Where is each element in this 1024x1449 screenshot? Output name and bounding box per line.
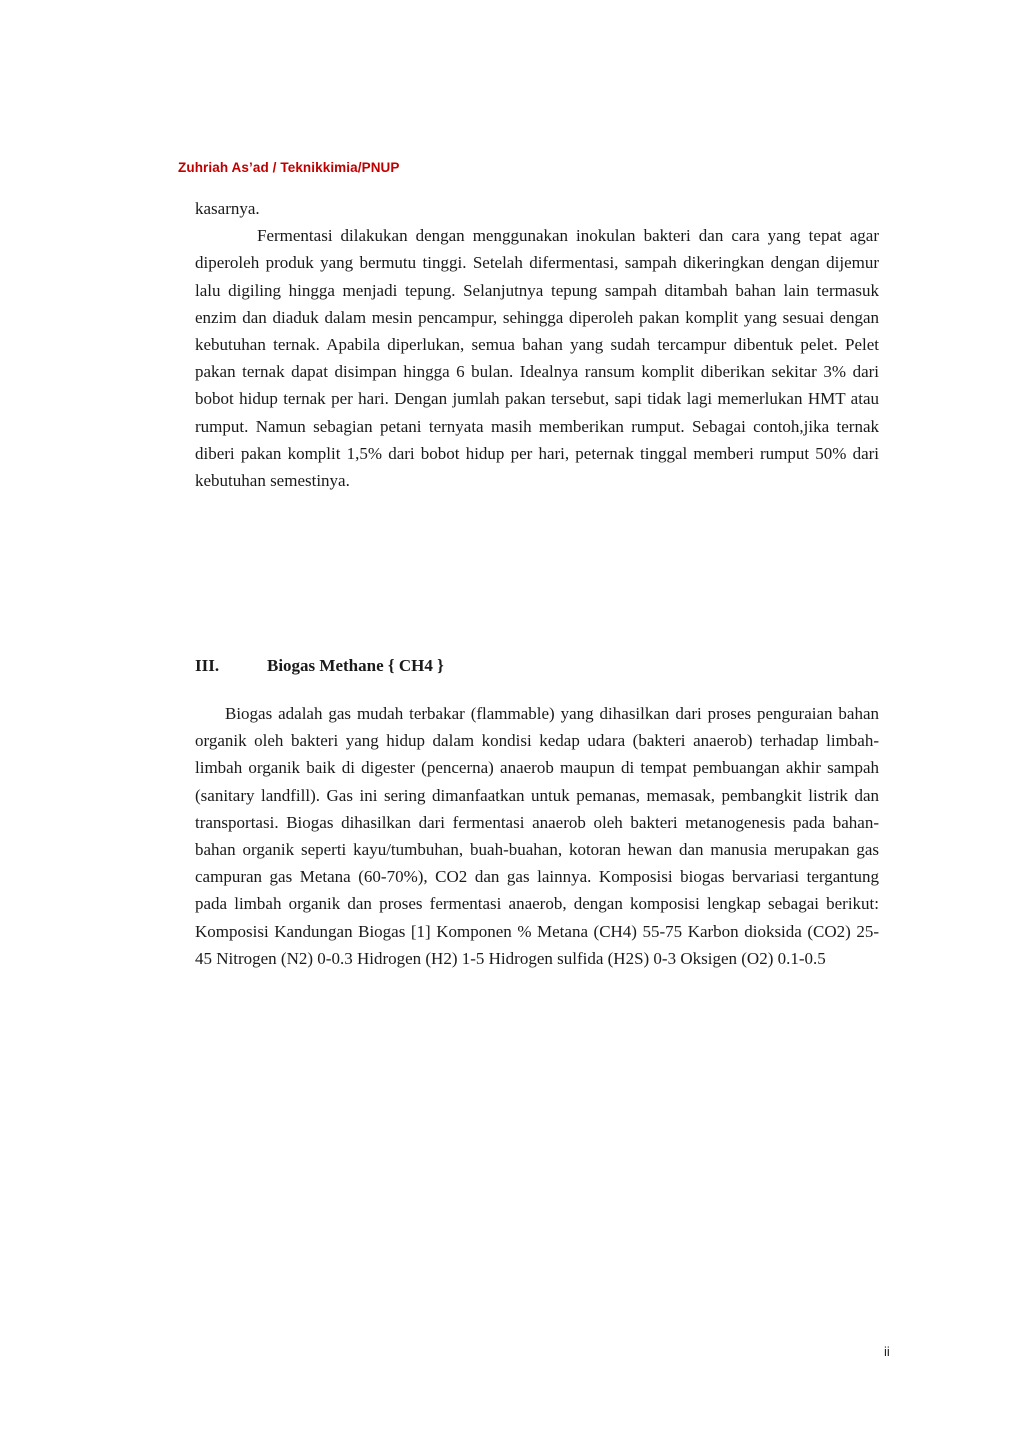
section-heading bbox=[195, 656, 444, 676]
section-number: III. bbox=[195, 656, 220, 675]
page-number: ii bbox=[884, 1344, 890, 1359]
continuation-first-line: kasarnya. bbox=[195, 199, 260, 218]
fermentation-paragraph: Fermentasi dilakukan dengan menggunakan inokulan bakteri dan cara yang tepat agar diperoleh produk yang bermutu tinggi. Setelah difermentasi, sampah dikeringkan dengan dijemur lalu digiling hingga menjadi tepung. Selanjutnya tepung sampah ditambah bahan lain termasuk enzim dan diaduk dalam mesin pencampur, sehingga diperoleh pakan komplit yang sesuai dengan kebutuhan ternak. Apabila diperlukan, semua bahan yang sudah tercampur dibentuk pelet. Pelet pakan ternak dapat disimpan hingga 6 bulan. Idealnya ransum komplit diberikan sekitar 3% dari bobot hidup ternak per hari. Dengan jumlah pakan tersebut, sapi tidak lagi memerlukan HMT atau rumput. Namun sebagian petani ternyata masih memberikan rumput. Sebagai contoh,jika ternak diberi pakan komplit 1,5% dari bobot hidup per hari, peternak tinggal memberi rumput 50% dari kebutuhan semestinya. bbox=[195, 226, 879, 491]
running-header: Zuhriah As’ad / Teknikkimia/PNUP bbox=[178, 160, 400, 175]
biogas-paragraph: Biogas adalah gas mudah terbakar (flammable) yang dihasilkan dari proses penguraian bahan organik oleh bakteri yang hidup dalam kondisi kedap udara (bakteri anaerob) terhadap limbah-limbah organik baik di digester (pencerna) anaerob maupun di tempat pembuangan akhir sampah (sanitary landfill). Gas ini sering dimanfaatkan untuk pemanas, memasak, pembangkit listrik dan transportasi. Biogas dihasilkan dari fermentasi anaerob oleh bakteri metanogenesis pada bahan-bahan organik seperti kayu/tumbuhan, buah-buahan, kotoran hewan dan manusia merupakan gas campuran gas Metana (60-70%), CO2 dan gas lainnya. Komposisi biogas bervariasi tergantung pada limbah organik dan proses fermentasi anaerob, dengan komposisi lengkap sebagai berikut: Komposisi Kandungan Biogas [1] Komponen % Metana (CH4) 55-75 Karbon dioksida (CO2) 25-45 Nitrogen (N2) 0-0.3 Hidrogen (H2) 1-5 Hidrogen sulfida (H2S) 0-3 Oksigen (O2) 0.1-0.5 bbox=[195, 704, 879, 968]
continuation-paragraph-block bbox=[195, 195, 879, 494]
section-title: Biogas Methane { CH4 } bbox=[267, 656, 444, 675]
